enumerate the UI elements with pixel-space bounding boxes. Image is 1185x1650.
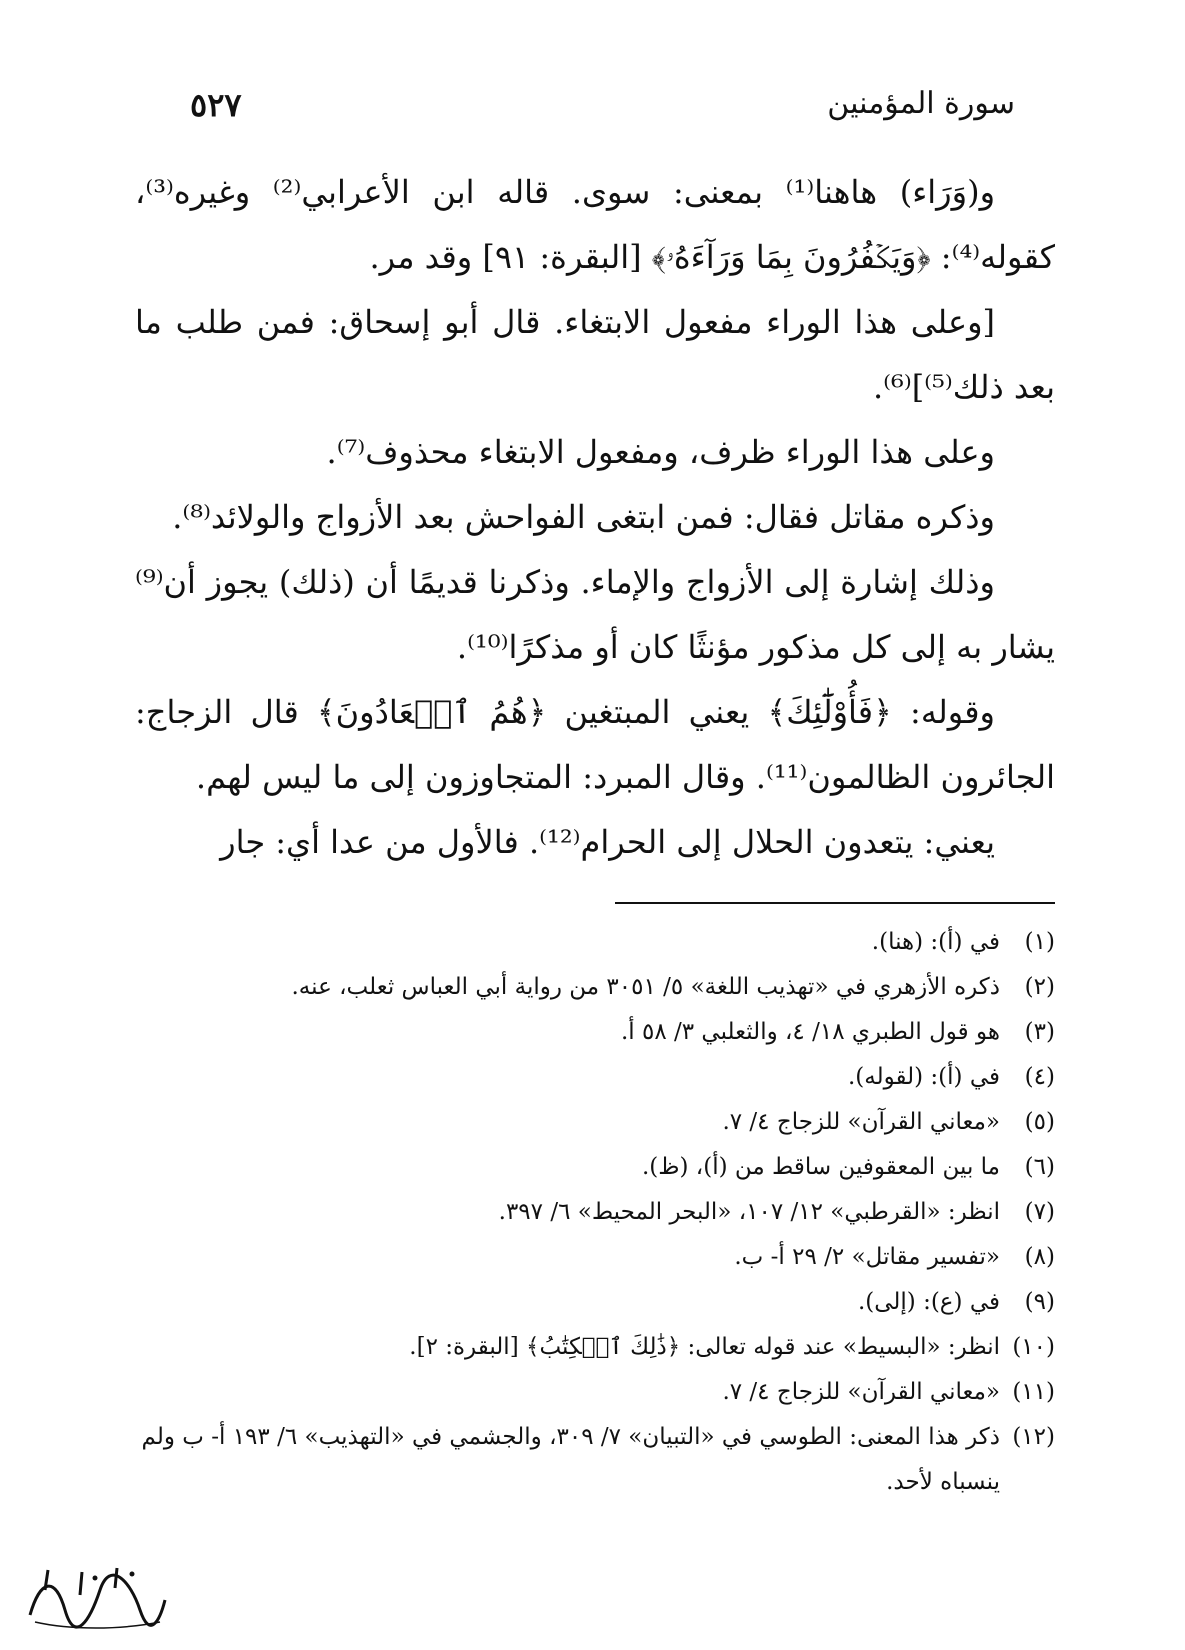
main-text (135, 160, 1055, 875)
footnote-text: «معاني القرآن» للزجاج ٤/ ٧. (722, 1379, 1000, 1405)
footnote-separator (615, 902, 1055, 904)
footnote-text: هو قول الطبري ١٨/ ٤، والثعلبي ٣/ ٥٨ أ. (620, 1019, 1000, 1045)
footnote-number: (٤) (1024, 1064, 1055, 1090)
footnote-number: (١١) (1012, 1379, 1055, 1405)
footnote-text: ما بين المعقوفين ساقط من (أ)، (ظ). (641, 1154, 1000, 1180)
footnote-number: (٧) (1024, 1199, 1055, 1225)
surah-title: سورة المؤمنين (827, 86, 1015, 121)
footnote-number: (٦) (1024, 1154, 1055, 1180)
footnote-text: «معاني القرآن» للزجاج ٤/ ٧. (722, 1109, 1000, 1135)
paragraph: وذلك إشارة إلى الأزواج والإماء. وذكرنا قديمًا أن (ذلك) يجوز أن⁽⁹⁾ يشار به إلى كل مذكور مؤنثًا كان أو مذكرًا⁽¹⁰⁾. (135, 563, 1055, 666)
footnote (125, 1325, 1055, 1370)
footnote-number: (٢) (1024, 974, 1055, 1000)
footnote-text: انظر: «البسيط» عند قوله تعالى: ﴿ذَٰلِكَ ٱلۡكِتَٰبُ﴾ [البقرة: ٢]. (409, 1334, 1000, 1360)
paragraph: وذكره مقاتل فقال: فمن ابتغى الفواحش بعد الأزواج والولائد⁽⁸⁾. (172, 498, 995, 536)
footnote-text: ذكر هذا المعنى: الطوسي في «التبيان» ٧/ ٣٠٩، والجشمي في «التهذيب» ٦/ ١٩٣ أ- ب ولم ينسباه لأحد. (141, 1424, 1000, 1495)
paragraph: و(وَرَاء) هاهنا⁽¹⁾ بمعنى: سوى. قاله ابن الأعرابي⁽²⁾ وغيره⁽³⁾، كقوله⁽⁴⁾: ﴿وَيَكۡفُرُونَ بِمَا وَرَآءَهُۥ﴾ [البقرة: ٩١] وقد مر. (135, 173, 1055, 276)
footnote (125, 920, 1055, 965)
footnote-number: (١٠) (1012, 1334, 1055, 1360)
footnote (125, 1370, 1055, 1415)
paragraph: وقوله: ﴿فَأُوْلَٰٓئِكَ﴾ يعني المبتغين ﴿هُمُ ٱلۡعَادُونَ﴾ قال الزجاج: الجائرون الظالمون⁽¹¹⁾. وقال المبرد: المتجاوزون إلى ما ليس لهم. (135, 693, 1055, 796)
footnote-text: في (أ): (لقوله). (848, 1064, 1000, 1090)
page-number: ٥٢٧ (190, 86, 242, 124)
footnote-number: (١) (1024, 929, 1055, 955)
footnote (125, 1100, 1055, 1145)
footnote (125, 1280, 1055, 1325)
footnote-number: (١٢) (1012, 1424, 1055, 1450)
footnote-text: انظر: «القرطبي» ١٢/ ١٠٧، «البحر المحيط» ٦/ ٣٩٧. (498, 1199, 1000, 1225)
footnote (125, 1235, 1055, 1280)
footnote-text: «تفسير مقاتل» ٢/ ٢٩ أ- ب. (734, 1244, 1000, 1270)
footnote-number: (٩) (1024, 1289, 1055, 1315)
footnote (125, 1145, 1055, 1190)
footnote (125, 1010, 1055, 1055)
footnote-number: (٣) (1024, 1019, 1055, 1045)
footnote-text: في (ع): (إلى). (857, 1289, 1000, 1315)
footnote (125, 1415, 1055, 1505)
paragraph: وعلى هذا الوراء ظرف، ومفعول الابتغاء محذوف⁽⁷⁾. (326, 433, 995, 471)
footnotes (125, 920, 1055, 1505)
footnote-number: (٥) (1024, 1109, 1055, 1135)
footnote (125, 1055, 1055, 1100)
footnote (125, 1190, 1055, 1235)
footnote (125, 965, 1055, 1010)
paragraph: [وعلى هذا الوراء مفعول الابتغاء. قال أبو إسحاق: فمن طلب ما بعد ذلك⁽⁵⁾]⁽⁶⁾. (135, 303, 1055, 406)
paragraph: يعني: يتعدون الحلال إلى الحرام⁽¹²⁾. فالأول من عدا أي: جار (220, 823, 995, 861)
footnote-text: في (أ): (هنا). (871, 929, 1000, 955)
footnote-number: (٨) (1024, 1244, 1055, 1270)
calligraphy-logo-icon (20, 1560, 170, 1638)
footnote-text: ذكره الأزهري في «تهذيب اللغة» ٥/ ٣٠٥١ من رواية أبي العباس ثعلب، عنه. (291, 974, 1000, 1000)
